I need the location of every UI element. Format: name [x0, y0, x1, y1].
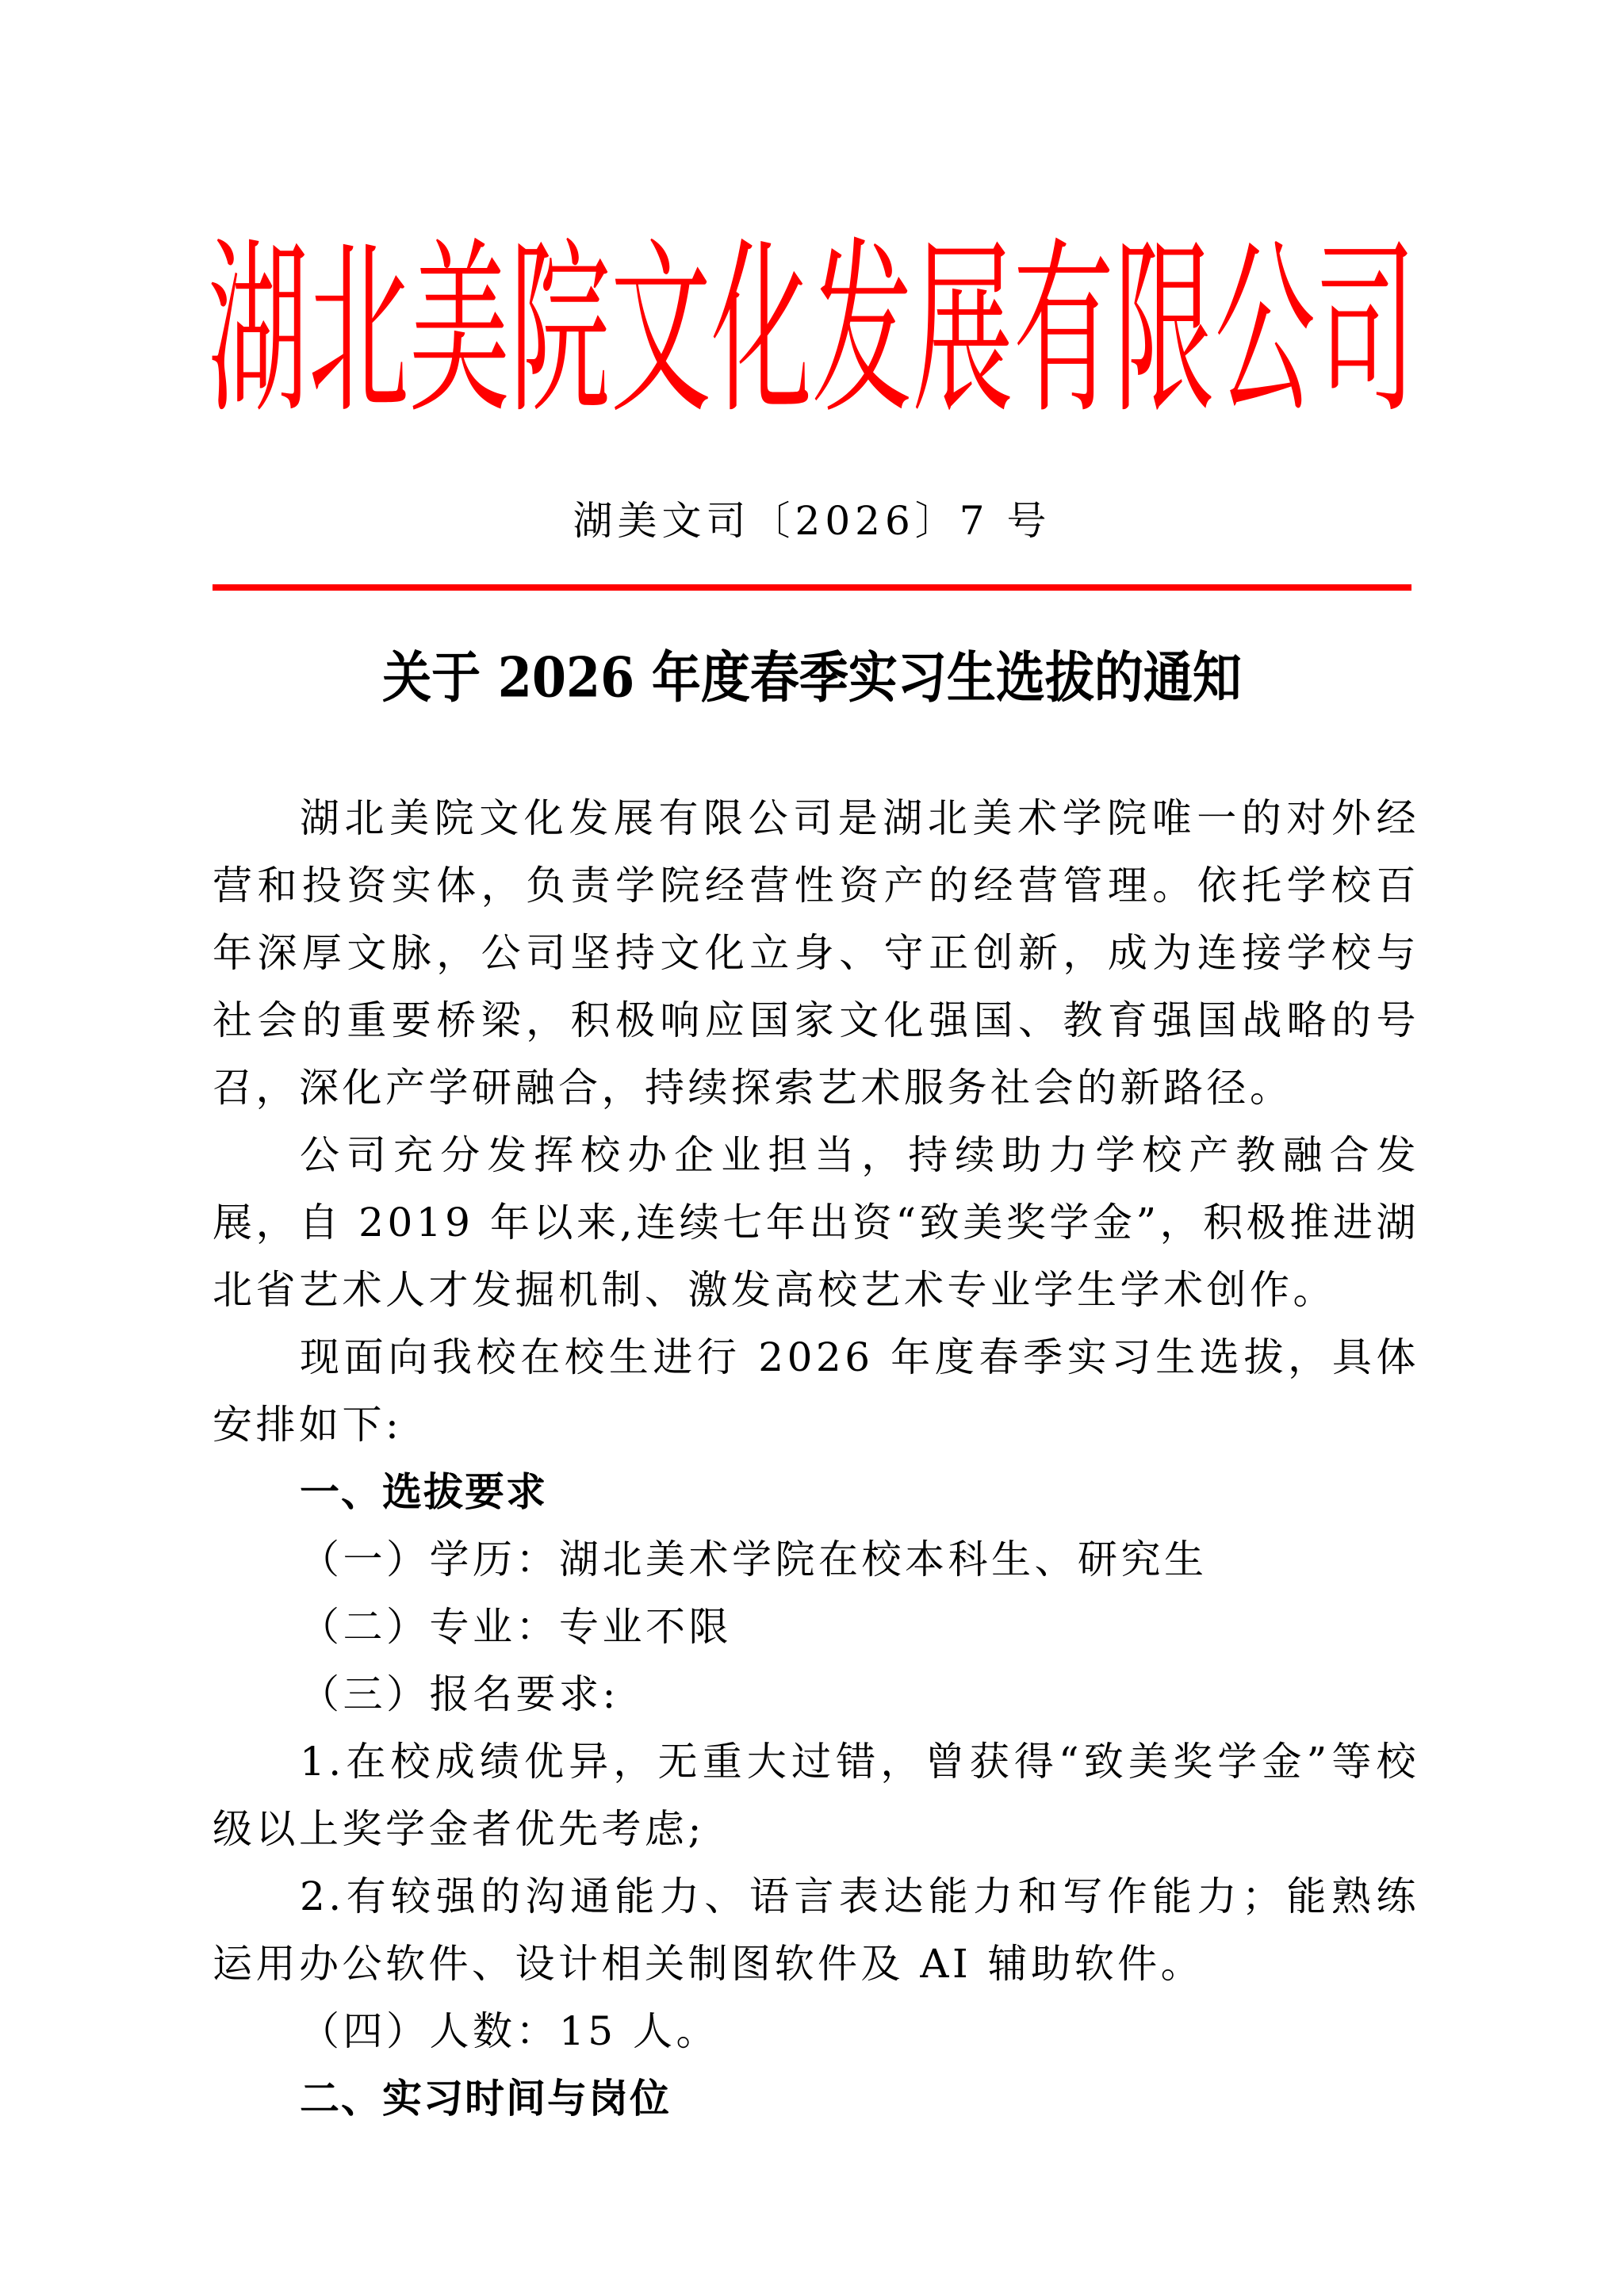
paragraph-arrangement: 现面向我校在校生进行 2026 年度春季实习生选拔，具体安排如下:: [213, 1334, 1419, 1448]
section-heading-internship-time-positions: 二、实习时间与岗位: [300, 2076, 671, 2122]
document-body: [213, 785, 1419, 2133]
red-divider-line: [213, 584, 1411, 591]
document-number: 湖美文司〔2026〕7 号: [573, 498, 1051, 544]
masthead: [208, 221, 1418, 439]
paragraph-scholarship: 公司充分发挥校办企业担当，持续助力学校产教融合发展，自 2019 年以来,连续七年出资“致美奖学金”，积极推进湖北省艺术人才发掘机制、激发高校艺术专业学生学术创作。: [213, 1132, 1419, 1313]
requirement-education: （一）学历：湖北美术学院在校本科生、研究生: [300, 1536, 1208, 1582]
section-heading-requirements: 一、选拔要求: [300, 1469, 547, 1515]
organization-name-header: 湖北美院文化发展有限公司: [208, 221, 1416, 439]
requirement-item-1: 1.在校成绩优异，无重大过错，曾获得“致美奖学金”等校级以上奖学金者优先考虑;: [213, 1739, 1419, 1852]
requirement-item-2: 2.有较强的沟通能力、语言表达能力和写作能力；能熟练运用办公软件、设计相关制图软件及 AI 辅助软件。: [213, 1873, 1419, 1987]
document-title: [0, 642, 1624, 714]
paragraph-company-intro: 湖北美院文化发展有限公司是湖北美术学院唯一的对外经营和投资实体，负责学院经营性资产的经营管理。依托学校百年深厚文脉，公司坚持文化立身、守正创新，成为连接学校与社会的重要桥梁，积极响应国家文化强国、教育强国战略的号召，深化产学研融合，持续探索艺术服务社会的新路径。: [213, 795, 1419, 1111]
requirement-major: （二）专业：专业不限: [300, 1604, 732, 1650]
requirement-application: （三）报名要求:: [300, 1671, 619, 1717]
requirement-headcount: （四）人数：15 人。: [300, 2008, 720, 2054]
document-title-text: 关于 2026 年度春季实习生选拔的通知: [382, 645, 1242, 710]
